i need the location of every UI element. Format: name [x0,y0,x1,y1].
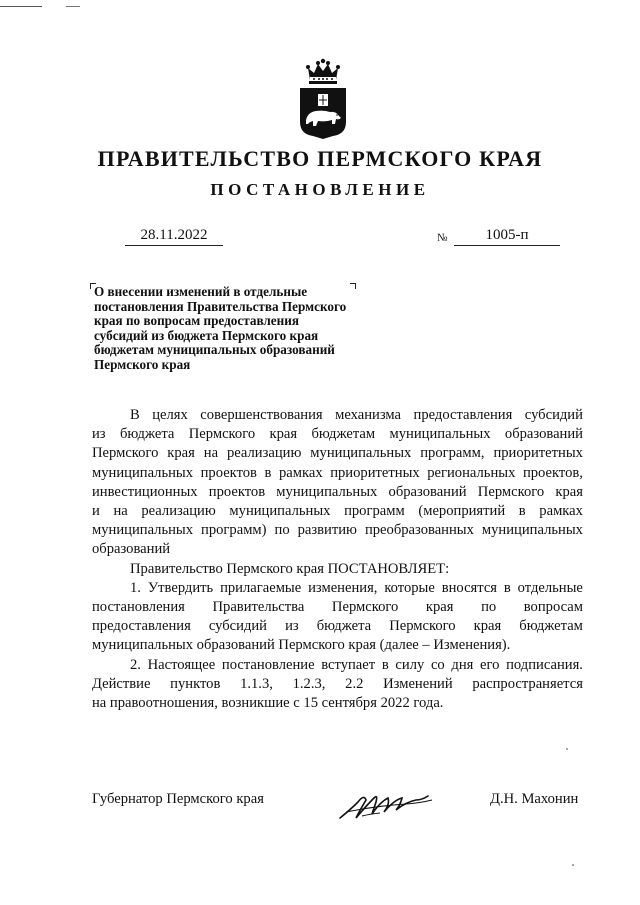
word: муниципальных [92,464,194,481]
word: из [92,426,106,443]
body-line [92,617,583,636]
word: программ, [420,445,485,462]
word: из [285,618,299,635]
word: в [264,464,272,481]
word: образований [92,541,171,558]
body-line [92,483,583,502]
body-line [92,464,583,483]
decree-subject [94,285,414,373]
word: пунктов [170,675,221,692]
word: бюджетам [519,618,583,635]
word: муниципальных [276,483,378,500]
word: рамках [278,464,323,481]
word: постановления [92,599,185,616]
word: муниципальных [389,426,491,443]
word: приоритетных [493,445,583,462]
scan-speck [572,864,574,866]
scan-mark [66,6,80,7]
word: его [480,656,500,673]
word: программ [344,503,405,520]
word: предоставления [92,618,191,635]
word: бюджета [316,618,372,635]
word: рамках [539,503,583,520]
word: 1.2.3, [292,675,326,692]
body-line [92,521,583,540]
resolves-line: Правительство Пермского края ПОСТАНОВЛЯЕТ: [130,560,450,577]
word: совершенствования [200,407,323,423]
word: проектов [208,483,266,500]
body-line [92,444,583,463]
subject-line: субсидий из бюджета Пермского края [94,327,319,343]
word: 1.1.3, [240,675,273,692]
word: Пермского [92,445,159,462]
word: реализацию [141,503,216,520]
word: края [473,618,502,635]
word: постановление [221,656,315,673]
word: приоритетных [330,464,420,481]
word: проектов, [522,464,583,481]
word: (мероприятий [418,503,506,520]
word: бюджета [119,426,175,443]
word: целях [152,407,188,423]
word: Пермского [331,599,399,616]
word: Утвердить [147,579,214,596]
body-line [92,675,583,694]
body-line [92,540,583,559]
word: на [113,503,128,520]
word: в [381,656,389,673]
word: Действие [92,675,151,692]
word: образований [504,426,583,443]
word: субсидий [208,618,267,635]
scan-speck [566,748,568,750]
word: прилагаемые [220,579,302,596]
government-title: ПРАВИТЕЛЬСТВО ПЕРМСКОГО КРАЯ [97,146,543,171]
word: проектов [200,464,257,481]
word: Пермского [389,618,456,635]
word: муниципальных [229,503,331,520]
word: В [130,407,140,423]
coat-of-arms-icon [296,58,350,140]
word: муниципальных образований Пермского края (далее – Изменения). [92,637,511,654]
word: края [425,599,454,616]
word: края [269,426,298,443]
word: со [430,656,445,673]
subject-line: О внесении изменений в отдельные [94,284,308,299]
word: 2. [130,656,141,673]
word: Пермского [477,483,545,500]
word: силу [395,656,425,673]
word: края [555,483,583,500]
word: реализацию [226,445,302,462]
body-line [92,694,583,713]
signatory-position: Губернатор Пермского края [92,791,264,807]
word: предоставления [413,407,513,423]
word: вносятся [441,579,498,596]
word: Пермского [188,426,256,443]
decree-body [92,406,583,713]
word: инвестиционных [92,483,198,500]
word: программ) [201,522,267,539]
scan-mark [0,6,42,7]
word: муниципальных [310,445,412,462]
body-line [92,656,583,675]
word: преобразованных [364,522,474,539]
word: образований [388,483,467,500]
word: муниципальных [92,522,194,539]
signatory-name: Д.Н. Махонин [490,791,579,807]
word: механизма [335,407,402,423]
body-line [92,425,583,444]
subject-line: Пермского края [94,356,191,372]
decree-number: 1005-п [454,227,560,246]
subject-line: края по вопросам предоставления [94,313,299,329]
word: отдельные [517,579,583,596]
word: в [503,579,511,596]
word: на правоотношения, возникшие с 15 сентября 2022 года. [92,695,444,712]
word: на [203,445,219,462]
word: развитию [297,522,357,539]
body-line [92,406,583,425]
word: в [518,503,526,520]
word: 2.2 [345,675,364,692]
word: которые [384,579,435,596]
number-label: № [437,232,448,244]
body-line [92,502,583,521]
word: вступает [321,656,376,673]
word: по [481,599,497,616]
word: дня [451,656,474,673]
word: муниципальных [481,522,583,539]
word: 1. [130,579,141,596]
word: региональных [427,464,516,481]
word: края [167,445,195,462]
subject-line: постановления Правительства Пермского [94,298,347,314]
word: подписания. [506,656,583,673]
document-type: ПОСТАНОВЛЕНИЕ [210,180,430,199]
word: и [92,503,100,520]
body-line [92,579,583,598]
word: изменения, [308,579,378,596]
body-line [92,598,583,617]
signature-icon [336,788,436,822]
word: по [274,522,290,539]
word: субсидий [524,407,583,423]
body-line [92,636,583,655]
word: бюджетам [311,426,376,443]
word: вопросам [523,599,583,616]
decree-date: 28.11.2022 [125,227,223,246]
word: Правительства [212,599,305,616]
word: Изменений [383,675,453,692]
word: распространяется [472,675,583,692]
subject-line: бюджетам муниципальных образований [94,342,335,358]
word: Настоящее [147,656,216,673]
